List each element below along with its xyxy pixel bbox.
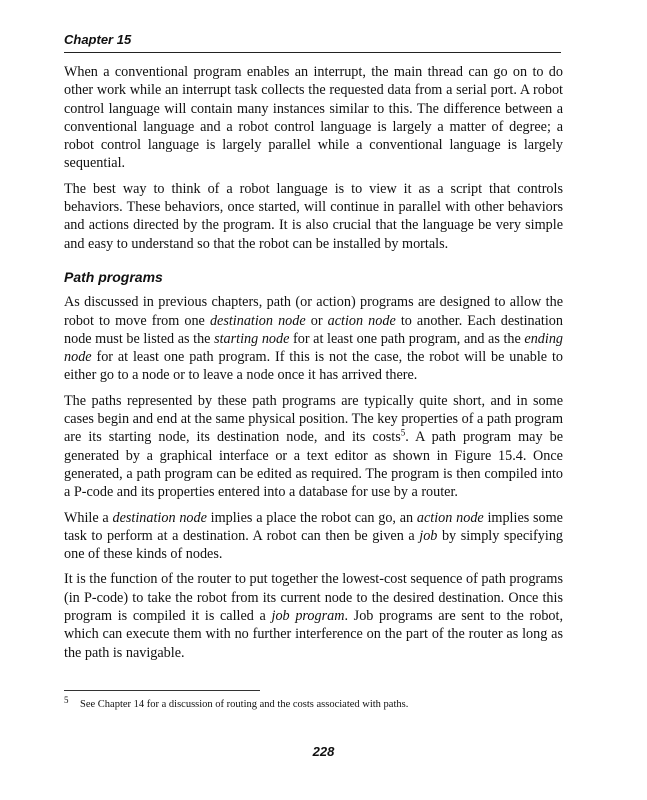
page-body [64,63,563,669]
paragraph-1: When a conventional program enables an interrupt, the main thread can go on to do other work while an interrupt task collects the requested data from a serial port. A robot control language will contain many instances similar to this. The difference between a conventional language and a robot control language is largely a matter of degree; a robot control language is largely parallel while a conventional language is largely sequential. [64,64,563,172]
paragraph-4: The paths represented by these path programs are typically quite short, and in some cases begin and end at the same physical position. The key properties of a path program are its starting node, its destination node, and its costs$^5$. A path program may be generated by a graphical interface or a text editor as shown in Figure 15.4. Once generated, a path program can be edited as required. The program is then compiled into a P-code and its properties entered into a database for use by a router. [64,392,563,501]
footnote: $^5$ See Chapter 14 for a discussion of routing and the costs associated with paths. [64,694,409,710]
paragraph-3: As discussed in previous chapters, path (or action) programs are designed to allow the robot to move from one destination node or action node to another. Each destination node must be listed as the starting node for at least one path program, and as the ending node for at least one path program. If this is not the case, the robot will be unable to either go to a node or to leave a node once it has arrived there. [64,294,564,384]
term-action-node: action node [416,509,484,526]
paragraph-6: It is the function of the router to put together the lowest-cost sequence of path programs (in P-code) to take the robot from its current node to the desired destination. Once this program is compiled it is called a job program. Job programs are sent to the robot, which can execute them with no further interference on the part of the router as long as the path is navigable. [64,571,564,661]
paragraph-2: The best way to think of a robot language is to view it as a script that controls behaviors. These behaviors, once started, will continue in parallel with other behaviors and actions directed by the program. It is also crucial that the language be very simple and easy to understand so that the robot can be installed by mortals. [64,180,563,252]
footnote-reference: 5 [400,427,406,438]
term-job-program: job program [271,608,345,625]
page-number: 228 [312,744,335,759]
paragraph-5: While a destination node implies a place the robot can go, an action node implies some task to perform at a destination. A robot can then be given a job by simply specifying one of these kinds of nodes. [64,509,564,563]
term-starting-node: starting node [214,330,290,347]
running-header [64,31,561,53]
term-ending-node: ending node [64,330,564,366]
term-action-node: action node [327,312,396,329]
term-destination-node: destination node [112,509,207,526]
section-heading: Path programs [64,268,163,285]
footnote-text: See Chapter 14 for a discussion of routing and the costs associated with paths. [80,699,409,710]
term-destination-node: destination node [209,312,306,329]
chapter-label: Chapter 15 [64,32,132,47]
term-job: job [419,527,438,544]
footnote-divider [64,690,260,691]
